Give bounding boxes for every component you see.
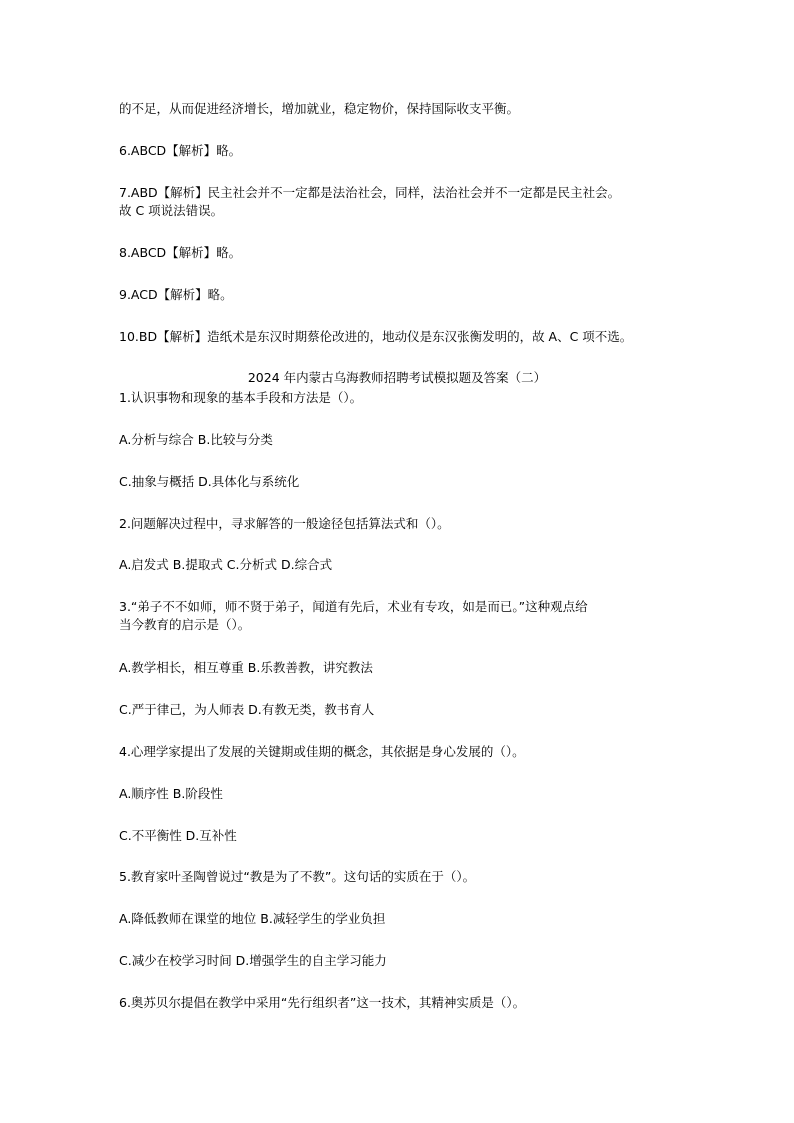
- question-line: 5.教育家叶圣陶曾说过“教是为了不教”。这句话的实质在于（）。: [119, 869, 476, 884]
- option-line: C.严于律己，为人师表 D.有教无类，教书育人: [119, 702, 375, 717]
- text-line: 故 C 项说法错误。: [119, 203, 224, 218]
- option-line: C.不平衡性 D.互补性: [119, 828, 237, 843]
- question-line: 3.“弟子不不如师，师不贤于弟子，闻道有先后，术业有专攻，如是而已。”这种观点给: [119, 599, 588, 614]
- question-line: 2.问题解决过程中，寻求解答的一般途径包括算法式和（）。: [119, 516, 450, 531]
- answer-line: 10.BD【解析】造纸术是东汉时期蔡伦改进的，地动仪是东汉张衡发明的，故 A、C 项不选。: [119, 329, 633, 344]
- question-line: 1.认识事物和现象的基本手段和方法是（）。: [119, 390, 363, 405]
- option-line: C.减少在校学习时间 D.增强学生的自主学习能力: [119, 953, 387, 968]
- option-line: A.分析与综合 B.比较与分类: [119, 432, 273, 447]
- answer-line: 8.ABCD【解析】略。: [119, 245, 242, 260]
- question-line: 4.心理学家提出了发展的关键期或佳期的概念，其依据是身心发展的（）。: [119, 744, 525, 759]
- answer-line: 6.ABCD【解析】略。: [119, 143, 242, 158]
- question-line: 当今教育的启示是（）。: [119, 617, 251, 632]
- question-line: 6.奥苏贝尔提倡在教学中采用“先行组织者”这一技术，其精神实质是（）。: [119, 995, 526, 1010]
- option-line: A.启发式 B.提取式 C.分析式 D.综合式: [119, 557, 333, 572]
- option-line: A.顺序性 B.阶段性: [119, 786, 223, 801]
- text-line: 的不足，从而促进经济增长，增加就业，稳定物价，保持国际收支平衡。: [119, 101, 520, 116]
- option-line: A.教学相长，相互尊重 B.乐教善教，讲究教法: [119, 660, 373, 675]
- option-line: C.抽象与概括 D.具体化与系统化: [119, 474, 300, 489]
- section-title: 2024 年内蒙古乌海教师招聘考试模拟题及答案（二）: [247, 370, 547, 385]
- answer-line: 9.ACD【解析】略。: [119, 287, 233, 302]
- option-line: A.降低教师在课堂的地位 B.减轻学生的学业负担: [119, 911, 386, 926]
- answer-line: 7.ABD【解析】民主社会并不一定都是法治社会，同样，法治社会并不一定都是民主社会。: [119, 185, 621, 200]
